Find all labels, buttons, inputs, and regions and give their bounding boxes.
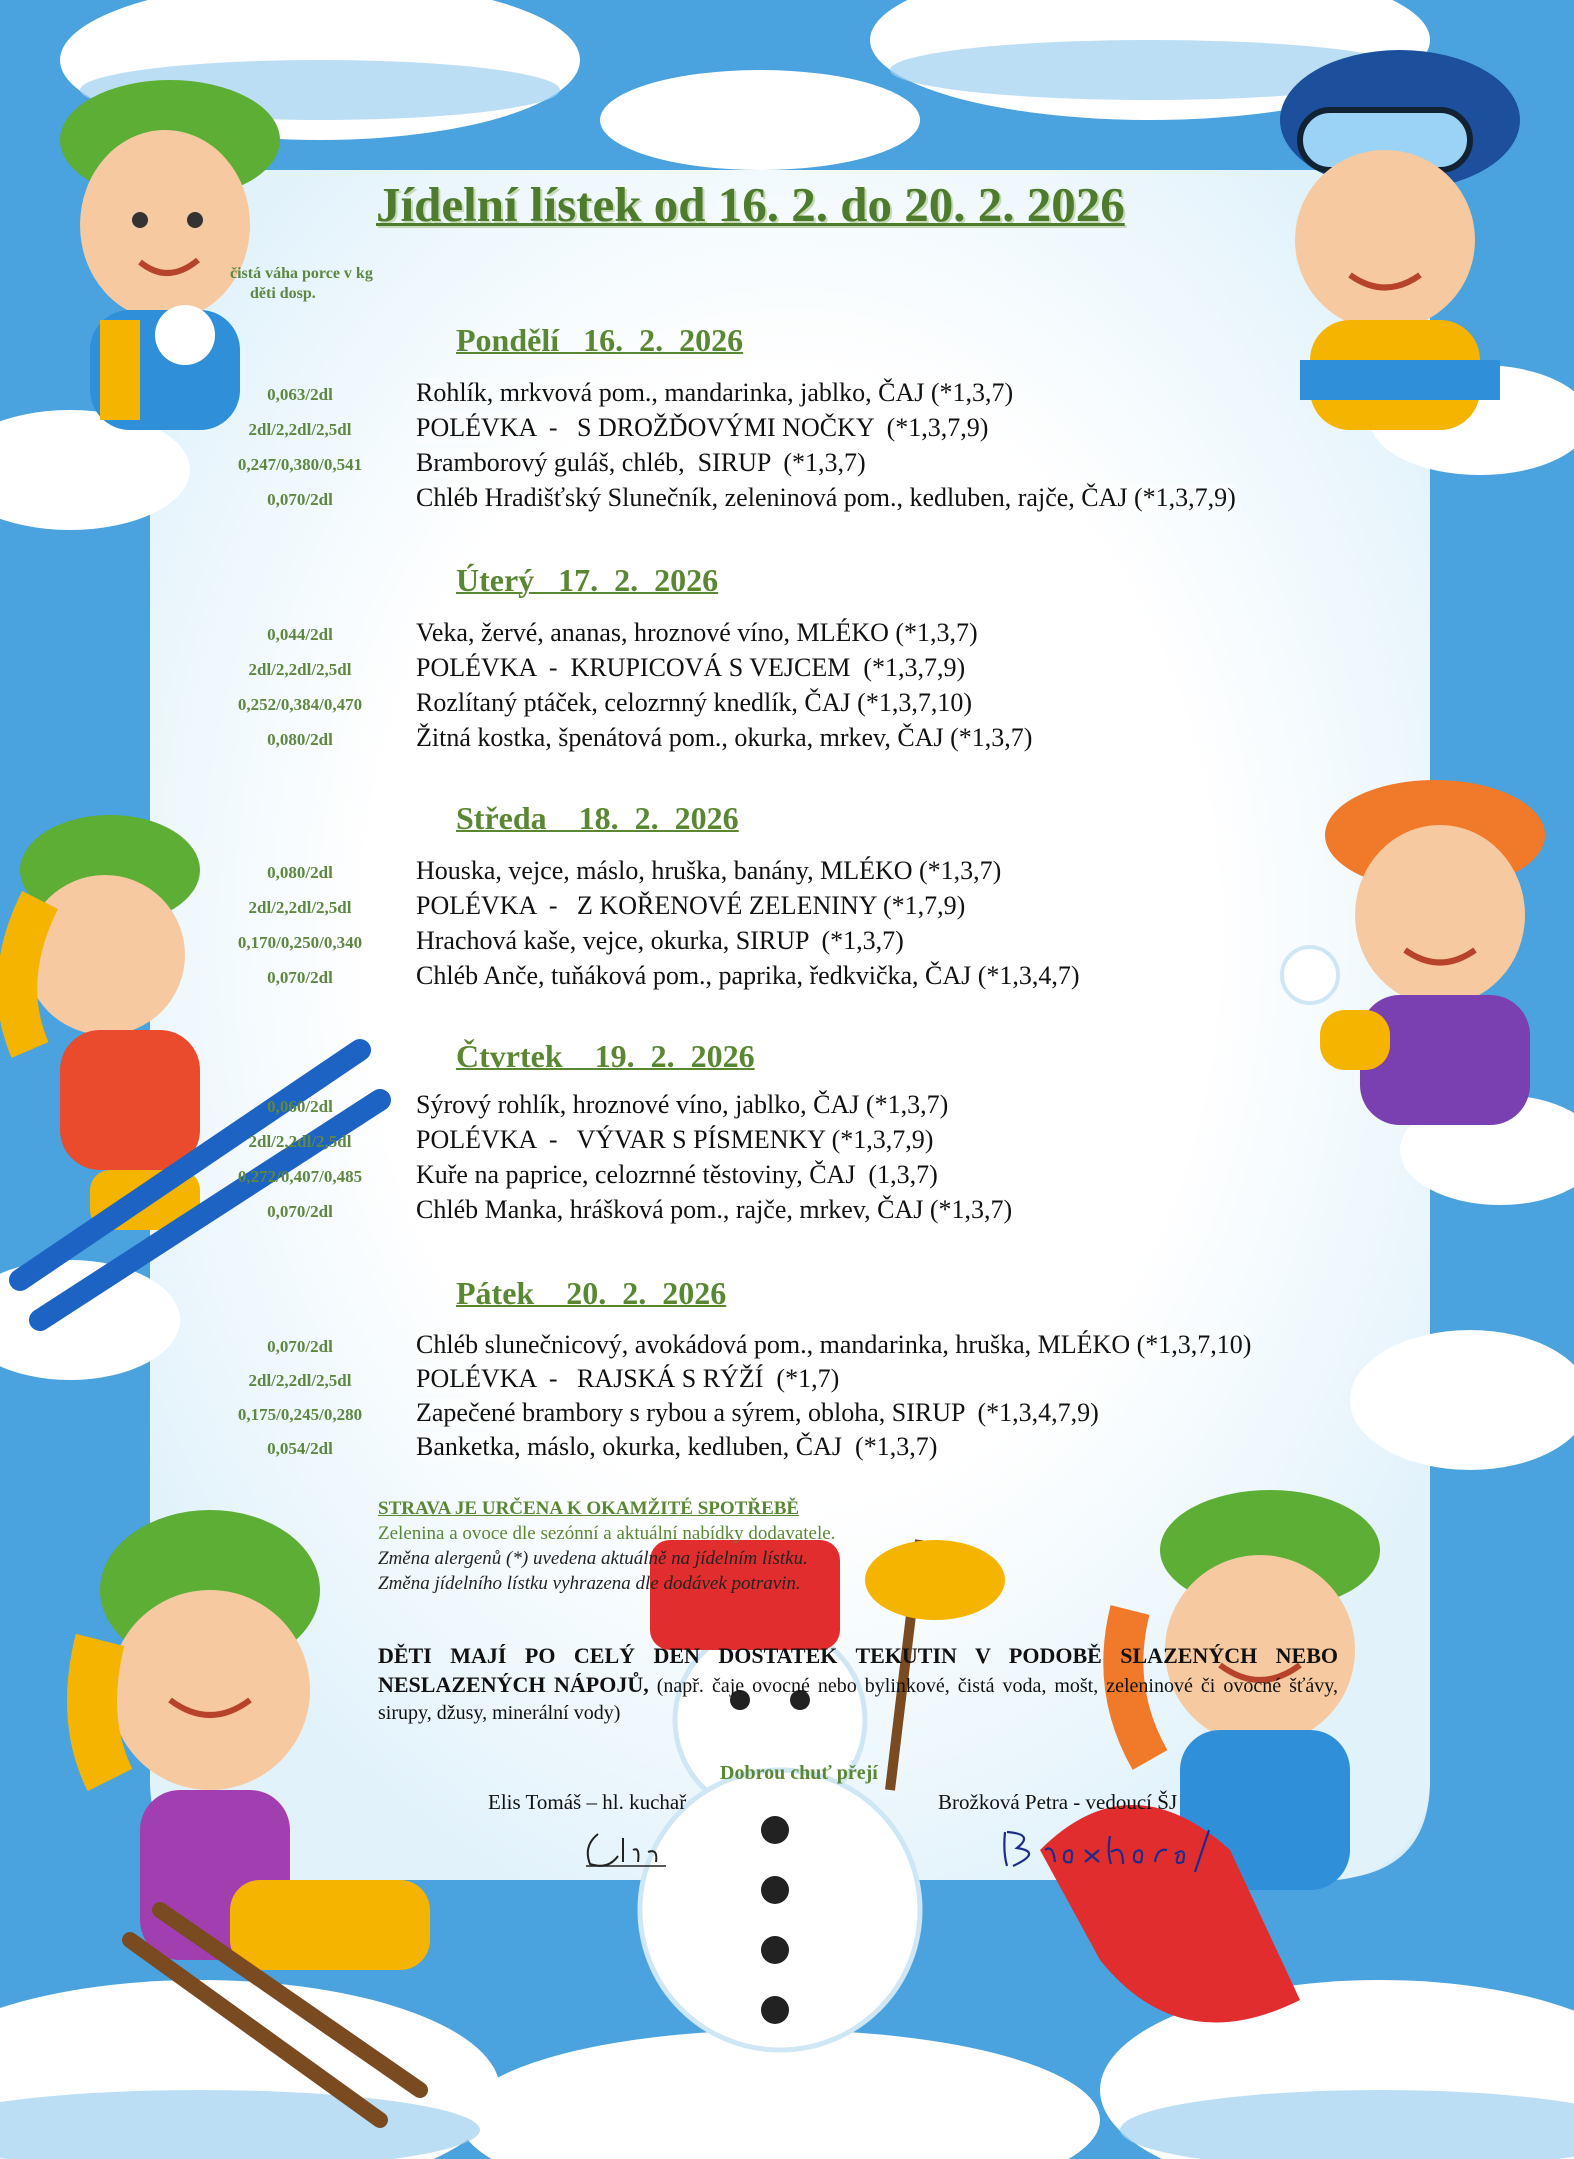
meal-row [200, 1364, 1500, 1399]
drinks-notice-bold: DĚTI MAJÍ PO CELÝ DEN DOSTATEK TEKUTIN V PODOBĚ SLAZENÝCH NEBO NESLAZENÝCH NÁPOJŮ, [378, 1643, 1338, 1697]
notes-line: Zelenina a ovoce dle sezónní a aktuální nabídky dodavatele. [378, 1523, 836, 1544]
signature-manager-name: Brožková Petra - vedoucí ŠJ [938, 1790, 1178, 1814]
meal-text: Chléb Manka, hrášková pom., rajče, mrkev, ČAJ (*1,3,7) [416, 1195, 1013, 1224]
meal-weight: 0,063/2dl [267, 385, 333, 404]
meal-row [200, 413, 1500, 448]
meal-text: Banketka, máslo, okurka, kedluben, ČAJ (*1,3,7) [416, 1432, 938, 1461]
drinks-notice [378, 1642, 1338, 1727]
handwritten-signature-manager [995, 1822, 1225, 1878]
meal-row [200, 378, 1500, 413]
meal-text: Kuře na paprice, celozrnné těstoviny, ČAJ (1,3,7) [416, 1160, 938, 1189]
meal-weight: 2dl/2,2dl/2,5dl [248, 420, 352, 439]
meal-text: Žitná kostka, špenátová pom., okurka, mrkev, ČAJ (*1,3,7) [416, 723, 1033, 752]
day-heading-wednesday: Středa 18. 2. 2026 [456, 800, 739, 836]
weight-header-line2: děti dosp. [250, 285, 316, 302]
meal-text: Chléb Hradišťský Slunečník, zeleninová pom., kedluben, rajče, ČAJ (*1,3,7,9) [416, 483, 1236, 512]
meal-row [200, 1090, 1500, 1125]
meal-weight: 0,044/2dl [267, 625, 333, 644]
day-heading-friday: Pátek 20. 2. 2026 [456, 1275, 727, 1311]
day-heading-tuesday: Úterý 17. 2. 2026 [456, 562, 719, 598]
meal-text: Sýrový rohlík, hroznové víno, jablko, ČAJ (*1,3,7) [416, 1090, 949, 1119]
drinks-notice-rest: (např. čaje ovocné nebo bylinkové, čistá voda, mošt, zeleninové či ovocné šťávy, sirupy, džusy, minerální vody) [378, 1675, 1338, 1724]
meal-text: Rohlík, mrkvová pom., mandarinka, jablko, ČAJ (*1,3,7) [416, 378, 1014, 407]
meal-text: Chléb Anče, tuňáková pom., paprika, ředkvička, ČAJ (*1,3,4,7) [416, 961, 1080, 990]
meal-text: POLÉVKA - Z KOŘENOVÉ ZELENINY (*1,7,9) [416, 891, 966, 920]
meal-row [200, 856, 1500, 891]
meal-text: Chléb slunečnicový, avokádová pom., mandarinka, hruška, MLÉKO (*1,3,7,10) [416, 1330, 1252, 1359]
meal-row [200, 483, 1500, 518]
meal-row [200, 1160, 1500, 1195]
meal-row [200, 618, 1500, 653]
meal-weight: 2dl/2,2dl/2,5dl [248, 660, 352, 679]
meal-row [200, 961, 1500, 996]
meal-weight: 0,060/2dl [267, 1097, 333, 1116]
meal-weight: 0,070/2dl [267, 1202, 333, 1221]
meal-text: POLÉVKA - RAJSKÁ S RÝŽÍ (*1,7) [416, 1364, 840, 1393]
meal-weight: 2dl/2,2dl/2,5dl [248, 898, 352, 917]
meal-row [200, 688, 1500, 723]
meal-text: Hrachová kaše, vejce, okurka, SIRUP (*1,3,7) [416, 926, 904, 955]
meal-weight: 0,070/2dl [267, 968, 333, 987]
meal-weight: 0,272/0,407/0,485 [237, 1167, 363, 1186]
meal-weight: 0,170/0,250/0,340 [237, 933, 363, 952]
weight-header-line1: čistá váha porce v kg [230, 265, 373, 282]
meal-weight: 0,252/0,384/0,470 [237, 695, 363, 714]
handwritten-signature-cook [578, 1826, 668, 1876]
meal-row [200, 723, 1500, 758]
meal-text: POLÉVKA - KRUPICOVÁ S VEJCEM (*1,3,7,9) [416, 653, 966, 682]
signature-cook-name: Elis Tomáš – hl. kuchař [488, 1790, 687, 1814]
meal-weight: 0,080/2dl [267, 863, 333, 882]
day-heading-thursday: Čtvrtek 19. 2. 2026 [456, 1038, 755, 1074]
meal-text: Houska, vejce, máslo, hruška, banány, MLÉKO (*1,3,7) [416, 856, 1002, 885]
meal-row [200, 1330, 1500, 1365]
notes-block [378, 1496, 1338, 1596]
meal-text: Zapečené brambory s rybou a sýrem, obloha, SIRUP (*1,3,4,7,9) [416, 1398, 1099, 1427]
meal-row [200, 1125, 1500, 1160]
meal-text: Veka, žervé, ananas, hroznové víno, MLÉKO (*1,3,7) [416, 618, 978, 647]
meal-weight: 2dl/2,2dl/2,5dl [248, 1132, 352, 1151]
meal-row [200, 891, 1500, 926]
meal-row [200, 448, 1500, 483]
meal-row [200, 1398, 1500, 1433]
meal-weight: 2dl/2,2dl/2,5dl [248, 1371, 352, 1390]
page-title: Jídelní lístek od 16. 2. do 20. 2. 2026 [376, 177, 1125, 232]
day-heading-monday: Pondělí 16. 2. 2026 [456, 322, 744, 358]
meal-text: POLÉVKA - S DROŽĎOVÝMI NOČKY (*1,3,7,9) [416, 413, 989, 442]
meal-row [200, 653, 1500, 688]
meal-weight: 0,247/0,380/0,541 [237, 455, 363, 474]
meal-weight: 0,080/2dl [267, 730, 333, 749]
meal-row [200, 1432, 1500, 1467]
weight-header [230, 264, 420, 304]
meal-row [200, 926, 1500, 961]
meal-weight: 0,070/2dl [267, 1337, 333, 1356]
meal-text: Rozlítaný ptáček, celozrnný knedlík, ČAJ (*1,3,7,10) [416, 688, 972, 717]
meal-text: POLÉVKA - VÝVAR S PÍSMENKY (*1,3,7,9) [416, 1125, 934, 1154]
notes-line: Změna alergenů (*) uvedena aktuálně na jídelním lístku. [378, 1548, 808, 1569]
meal-text: Bramborový guláš, chléb, SIRUP (*1,3,7) [416, 448, 866, 477]
meal-weight: 0,070/2dl [267, 490, 333, 509]
meal-row [200, 1195, 1500, 1230]
notes-line: Změna jídelního lístku vyhrazena dle dodávek potravin. [378, 1573, 801, 1594]
meal-weight: 0,054/2dl [267, 1439, 333, 1458]
notes-heading: STRAVA JE URČENA K OKAMŽITÉ SPOTŘEBĚ [378, 1498, 800, 1519]
closing-greeting: Dobrou chuť přejí [720, 1762, 878, 1784]
meal-weight: 0,175/0,245/0,280 [237, 1405, 363, 1424]
